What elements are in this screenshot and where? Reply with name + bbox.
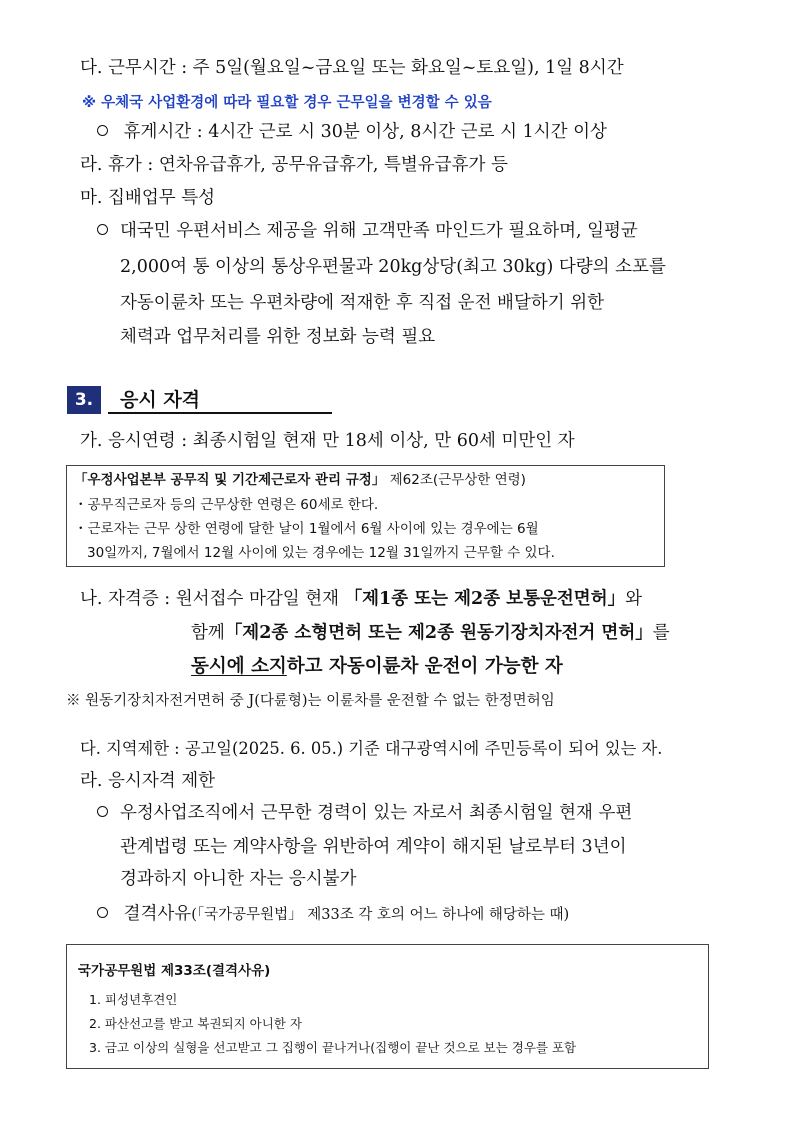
license-required-1: 「제1종 또는 제2종 보통운전면허」 xyxy=(344,589,626,609)
work-hours-line: 다. 근무시간 : 주 5일(월요일~금요일 또는 화요일~토요일), 1일 8시간 xyxy=(80,58,624,78)
regulation-line-1: ・공무직근로자 등의 근무상한 연령은 60세로 한다. xyxy=(74,497,379,513)
rest-time-line xyxy=(97,119,607,145)
license-label: 나. 자격증 : 원서접수 마감일 현재 xyxy=(80,589,340,609)
regulation-line-2: ・근로자는 근무 상한 연령에 달한 날이 1월에서 6월 사이에 있는 경우에는 6월 xyxy=(74,521,539,537)
delivery-line-3: 자동이륜차 또는 우편차량에 적재한 후 직접 운전 배달하기 위한 xyxy=(120,293,605,313)
rest-time-text: 휴게시간 : 4시간 근로 시 30분 이상, 8시간 근로 시 1시간 이상 xyxy=(123,122,607,142)
law-box xyxy=(66,944,709,1069)
restrict-title: 라. 응시자격 제한 xyxy=(80,771,216,791)
regulation-box xyxy=(66,465,665,567)
delivery-line-4: 체력과 업무처리를 위한 정보화 능력 필요 xyxy=(120,327,436,347)
section-title: 응시 자격 xyxy=(120,389,201,411)
section-title-underline xyxy=(108,412,332,414)
license-note: ※ 원동기장치자전거면허 중 J(다륜형)는 이륜차를 운전할 수 없는 한정면허임 xyxy=(66,693,555,709)
regulation-article: 제62조(근무상한 연령) xyxy=(385,472,526,488)
license-line-3 xyxy=(191,654,563,680)
bullet-circle-icon xyxy=(97,806,108,817)
vacation-line: 라. 휴가 : 연차유급휴가, 공무유급휴가, 특별유급휴가 등 xyxy=(80,155,508,175)
bullet-circle-icon xyxy=(97,224,108,235)
license-line-2-start: 함께 xyxy=(191,623,225,643)
restrict-line-1-text: 우정사업조직에서 근무한 경력이 있는 자로서 최종시험일 현재 우편 xyxy=(120,803,633,823)
license-line-3-rest: 하고 자동이륜차 운전이 가능한 자 xyxy=(286,656,563,677)
delivery-line-2: 2,000여 통 이상의 통상우편물과 20kg상당(최고 30kg) 다량의 소포를 xyxy=(120,257,666,277)
restrict-line-3: 경과하지 아니한 자는 응시불가 xyxy=(120,869,357,889)
delivery-bullet xyxy=(97,218,108,244)
license-line-2 xyxy=(191,620,670,646)
license-required-2: 「제2종 소형면허 또는 제2종 원동기장치자전거 면허」 xyxy=(224,623,653,643)
law-item-2: 2. 파산선고를 받고 복권되지 아니한 자 xyxy=(89,1016,302,1031)
work-day-change-note: ※ 우체국 사업환경에 따라 필요할 경우 근무일을 변경할 수 있음 xyxy=(82,95,492,111)
regulation-name: 「우정사업본부 공무직 및 기간제근로자 관리 규정」 xyxy=(74,472,386,488)
disqualification-label: 결격사유 xyxy=(123,904,192,924)
regulation-heading xyxy=(74,469,526,491)
delivery-line-1 xyxy=(120,218,708,244)
section-number-badge: 3. xyxy=(67,386,101,414)
restrict-bullet xyxy=(97,800,108,826)
disqualification-line xyxy=(97,901,569,928)
restrict-line-1 xyxy=(120,800,708,826)
restrict-line-2: 관계법령 또는 계약사항을 위반하여 계약이 해지된 날로부터 3년이 xyxy=(120,837,627,857)
law-item-1: 1. 피성년후견인 xyxy=(89,992,178,1007)
law-item-3: 3. 금고 이상의 실형을 선고받고 그 집행이 끝나거나(집행이 끝난 것으로 보는 경우를 포함 xyxy=(89,1040,577,1055)
region-line: 다. 지역제한 : 공고일(2025. 6. 05.) 기준 대구광역시에 주민등록이 되어 있는 자. xyxy=(80,739,663,758)
regulation-line-3: 30일까지, 7월에서 12월 사이에 있는 경우에는 12월 31일까지 근무할 수 있다. xyxy=(87,545,555,561)
license-line-1 xyxy=(80,586,642,612)
delivery-line-1-text: 대국민 우편서비스 제공을 위해 고객만족 마인드가 필요하며, 일평균 xyxy=(120,221,638,241)
license-simultaneous: 동시에 소지 xyxy=(191,656,287,677)
license-line-1-end: 와 xyxy=(625,589,643,609)
bullet-circle-icon xyxy=(97,907,108,918)
delivery-title: 마. 집배업무 특성 xyxy=(80,188,216,208)
bullet-circle-icon xyxy=(97,125,108,136)
age-line: 가. 응시연령 : 최종시험일 현재 만 18세 이상, 만 60세 미만인 자 xyxy=(80,431,575,451)
disqualification-detail: (「국가공무원법」 제33조 각 호의 어느 하나에 해당하는 때) xyxy=(191,907,570,923)
law-title: 국가공무원법 제33조(결격사유) xyxy=(78,963,271,979)
license-line-2-end: 를 xyxy=(652,623,670,643)
